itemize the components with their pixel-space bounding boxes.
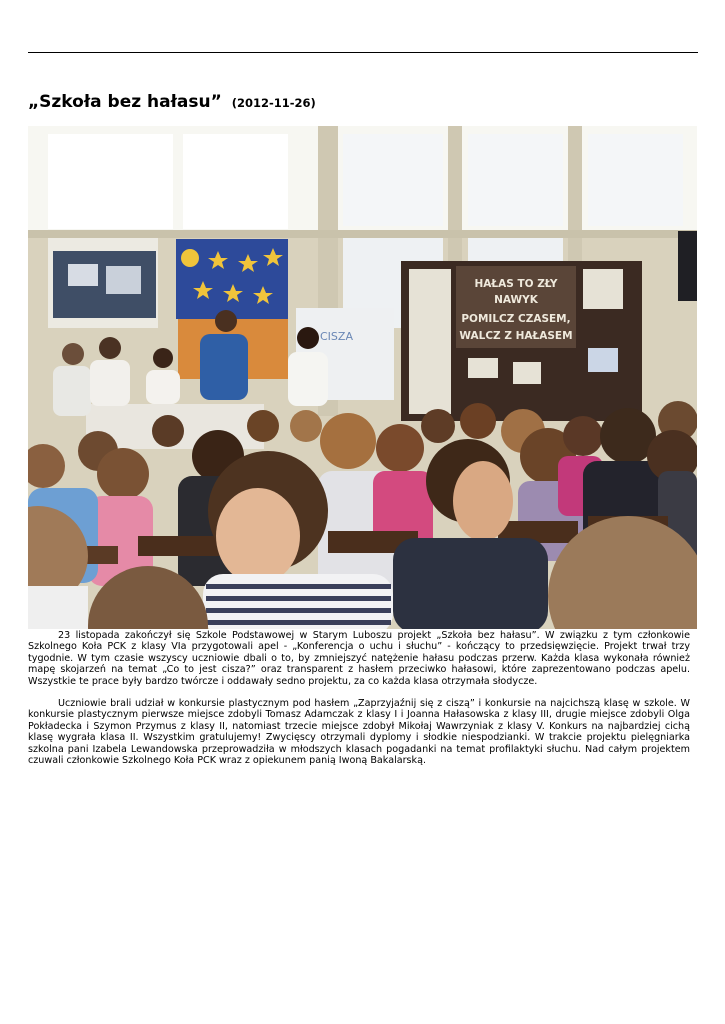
board-line-3: POMILCZ CZASEM, (461, 313, 571, 325)
article-title: „Szkoła bez hałasu” (28, 92, 222, 112)
board-line-1: HAŁAS TO ZŁY (474, 278, 558, 290)
article-title-line (28, 92, 316, 112)
header-rule (28, 52, 698, 53)
article-date: (2012-11-26) (231, 96, 316, 110)
board-line-4: WALCZ Z HAŁASEM (459, 330, 573, 342)
paragraph-2: Uczniowie brali udział w konkursie plastycznym pod hasłem „Zaprzyjaźnij się z ciszą” i konkursie na najcichszą klasę w szkole. W konkursie plastycznym pierwsze miejsce zdobyli Tomasz Adamczak z klasy I i Joanna Hałasowska z klasy III, drugie miejsce zdobyli Olga Pokładecka i Szymon Przymus z klasy II, natomiast trzecie miejsce zdobył Mikołaj Wawrzyniak z klasy V. Konkurs na najbardziej cichą klasę wygrała klasa II. Wszystkim gratulujemy! Zwycięscy otrzymali dyplomy i słodkie niespodzianki. W trakcie projektu pielęgniarka szkolna pani Izabela Lewandowska przeprowadziła w młodszych klasach pogadanki na temat profilaktyki słuchu. Nad całym projektem czuwali członkowie Szkolnego Koła PCK wraz z opiekunem panią Iwoną Bakalarską. (28, 698, 690, 767)
article-body (28, 630, 690, 777)
event-photo (28, 126, 697, 629)
board-line-2: NAWYK (494, 294, 538, 306)
paragraph-1: 23 listopada zakończył się Szkole Podstawowej w Starym Luboszu projekt „Szkoła bez hałasu”. W związku z tym członkowie Szkolnego Koła PCK z klasy VIa przygotowali apel - „Konferencja o uchu i słuchu” - kończący to przedsięwzięcie. Projekt trwał trzy tygodnie. W tym czasie wszyscy uczniowie dbali o to, by zmniejszyć natężenie hałasu podczas przerw. Każda klasa wykonała również mapę skojarzeń na temat „Co to jest cisza?” oraz transparent z hasłem przeciwko hałasowi, które zaprezentowano podczas apelu. Wszystkie te prace były bardzo twórcze i oddawały sedno projektu, za co każda klasa otrzymała słodycze. (28, 630, 690, 687)
cisza-poster-label: CISZA (320, 330, 353, 343)
